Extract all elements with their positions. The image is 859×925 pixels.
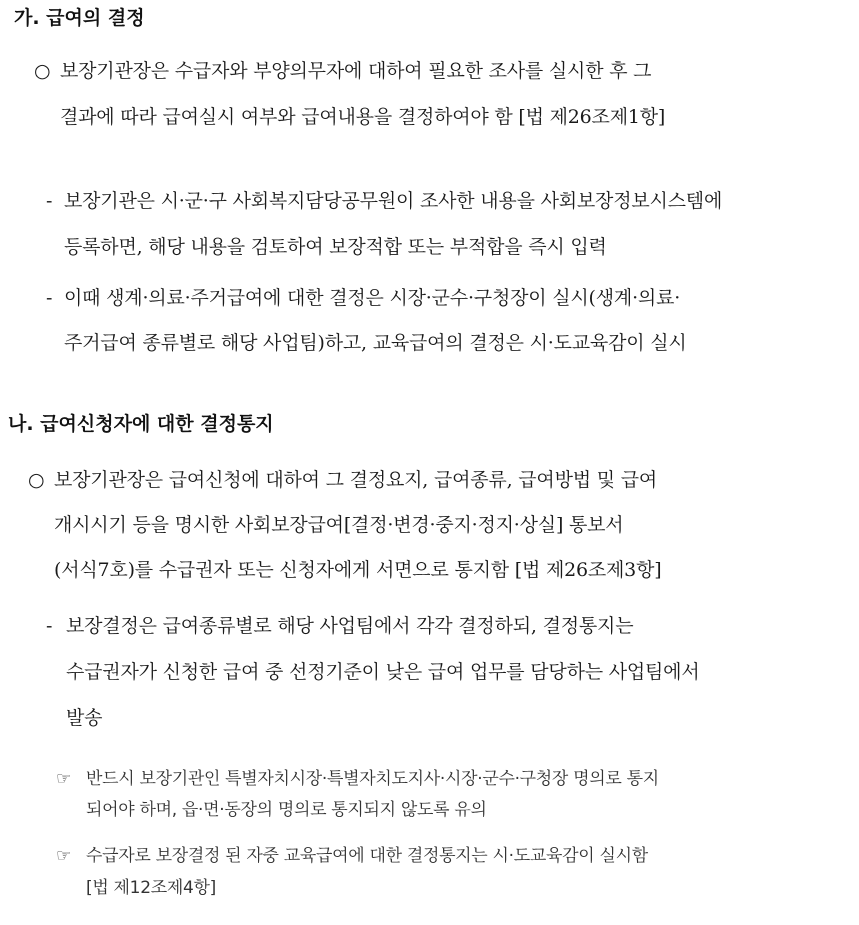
section-a-heading: 가. 급여의 결정 — [14, 7, 145, 29]
circle-bullet-icon: ○ — [34, 60, 51, 82]
paragraph-line: 보장기관장은 급여신청에 대하여 그 결정요지, 급여종류, 급여방법 및 급여 — [54, 469, 658, 491]
paragraph-line: 보장기관장은 수급자와 부양의무자에 대하여 필요한 조사를 실시한 후 그 — [60, 60, 652, 82]
pointing-hand-icon: ☞ — [56, 769, 72, 789]
paragraph-line: 발송 — [66, 707, 103, 729]
paragraph-line: (서식7호)를 수급권자 또는 신청자에게 서면으로 통지함 [법 제26조제3항] — [54, 559, 662, 581]
paragraph-line: 등록하면, 해당 내용을 검토하여 보장적합 또는 부적합을 즉시 입력 — [64, 236, 607, 258]
circle-bullet-icon: ○ — [28, 469, 45, 491]
section-b-heading: 나. 급여신청자에 대한 결정통지 — [8, 413, 274, 435]
paragraph-line: 이때 생계·의료·주거급여에 대한 결정은 시장·군수·구청장이 실시(생계·의료· — [64, 287, 681, 309]
note-line: 되어야 하며, 읍·면·동장의 명의로 통지되지 않도록 유의 — [86, 800, 487, 820]
paragraph-line: 주거급여 종류별로 해당 사업팀)하고, 교육급여의 결정은 시·도교육감이 실시 — [64, 332, 687, 354]
dash-bullet-icon: - — [46, 615, 53, 637]
note-line: 반드시 보장기관인 특별자치시장·특별자치도지사·시장·군수·구청장 명의로 통지 — [86, 769, 659, 789]
dash-bullet-icon: - — [46, 287, 53, 309]
paragraph-line: 개시시기 등을 명시한 사회보장급여[결정·변경·중지·정지·상실] 통보서 — [54, 514, 624, 536]
note-line: 수급자로 보장결정 된 자중 교육급여에 대한 결정통지는 시·도교육감이 실시함 — [86, 846, 648, 866]
pointing-hand-icon: ☞ — [56, 846, 72, 866]
note-line: [법 제12조제4항] — [86, 878, 216, 898]
paragraph-line: 보장결정은 급여종류별로 해당 사업팀에서 각각 결정하되, 결정통지는 — [66, 615, 634, 637]
paragraph-line: 결과에 따라 급여실시 여부와 급여내용을 결정하여야 함 [법 제26조제1항] — [60, 106, 666, 128]
paragraph-line: 수급권자가 신청한 급여 중 선정기준이 낮은 급여 업무를 담당하는 사업팀에서 — [66, 661, 700, 683]
dash-bullet-icon: - — [46, 190, 53, 212]
paragraph-line: 보장기관은 시·군·구 사회복지담당공무원이 조사한 내용을 사회보장정보시스템에 — [64, 190, 723, 212]
